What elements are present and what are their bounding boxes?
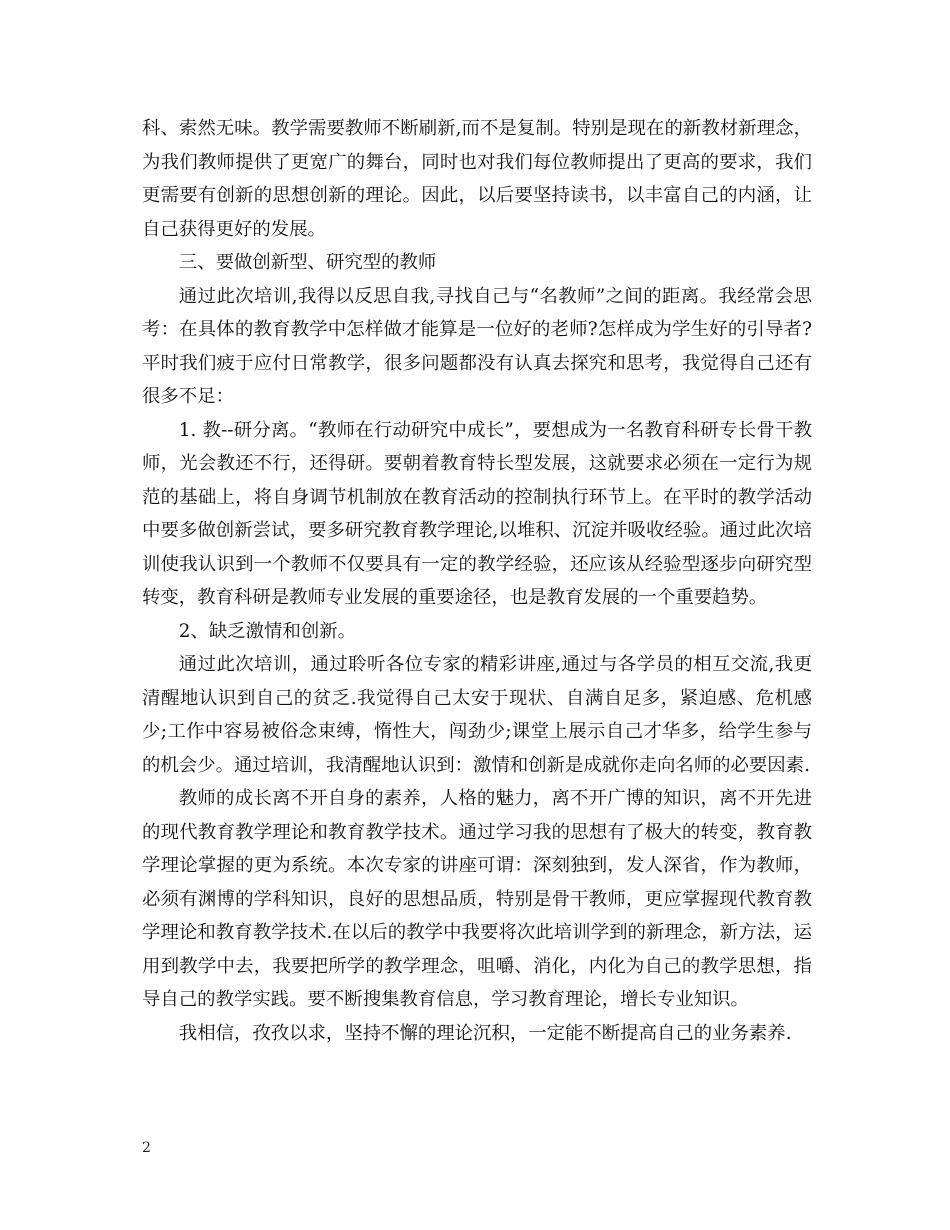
paragraph: 科、索然无味。教学需要教师不断刷新,而不是复制。特别是现在的新教材新理念，为我们教师提供了更宽广的舞台，同时也对我们每位教师提出了更高的要求，我们更需要有创新的思想创新的理论。因此，以后要坚持读书，以丰富自己的内涵，让自己获得更好的发展。	[142, 118, 812, 240]
paragraph: 我相信，孜孜以求，坚持不懈的理论沉积，一定能不断提高自己的业务素养.	[178, 1022, 792, 1044]
document-body	[142, 112, 812, 1050]
paragraph: 通过此次培训，通过聆听各位专家的精彩讲座,通过与各学员的相互交流,我更清醒地认识到自己的贫乏.我觉得自己太安于现状、自满自足多，紧迫感、危机感少;工作中容易被俗念束缚，惰性大，闯劲少;课堂上展示自己才华多，给学生参与的机会少。通过培训，我清醒地认识到：激情和创新是成就你走向名师的必要因素.	[142, 654, 812, 776]
list-item: 1. 教--研分离。“教师在行动研究中成长”，要想成为一名教育科研专长骨干教师，光会教还不行，还得研。要朝着教育特长型发展，这就要求必须在一定行为规范的基础上，将自身调节机制放在教育活动的控制执行环节上。在平时的教学活动中要多做创新尝试，要多研究教育教学理论,以堆积、沉淀并吸收经验。通过此次培训使我认识到一个教师不仅要具有一定的教学经验，还应该从经验型逐步向研究型转变，教育科研是教师专业发展的重要途径，也是教育发展的一个重要趋势。	[142, 419, 812, 608]
section-heading: 三、要做创新型、研究型的教师	[178, 252, 437, 273]
paragraph: 教师的成长离不开自身的素养，人格的魅力，离不开广博的知识，离不开先进的现代教育教学理论和教育教学技术。通过学习我的思想有了极大的转变，教育教学理论掌握的更为系统。本次专家的讲座可谓：深刻独到，发人深省，作为教师，必须有渊博的学科知识，良好的思想品质，特别是骨干教师，更应掌握现代教育教学理论和教育教学技术.在以后的教学中我要将次此培训学到的新理念，新方法，运用到教学中去，我要把所学的教学理念，咀嚼、消化，内化为自己的教学思想，指导自己的教学实践。要不断搜集教育信息，学习教育理论，增长专业知识。	[142, 788, 812, 1010]
list-item: 2、缺乏激情和创新。	[178, 620, 357, 642]
paragraph: 通过此次培训,我得以反思自我,寻找自己与“名教师”之间的距离。我经常会思考：在具体的教育教学中怎样做才能算是一位好的老师?怎样成为学生好的引导者?平时我们疲于应付日常教学，很多问题都没有认真去探究和思考，我觉得自己还有很多不足：	[142, 285, 812, 407]
page-number: 2	[142, 1140, 151, 1156]
